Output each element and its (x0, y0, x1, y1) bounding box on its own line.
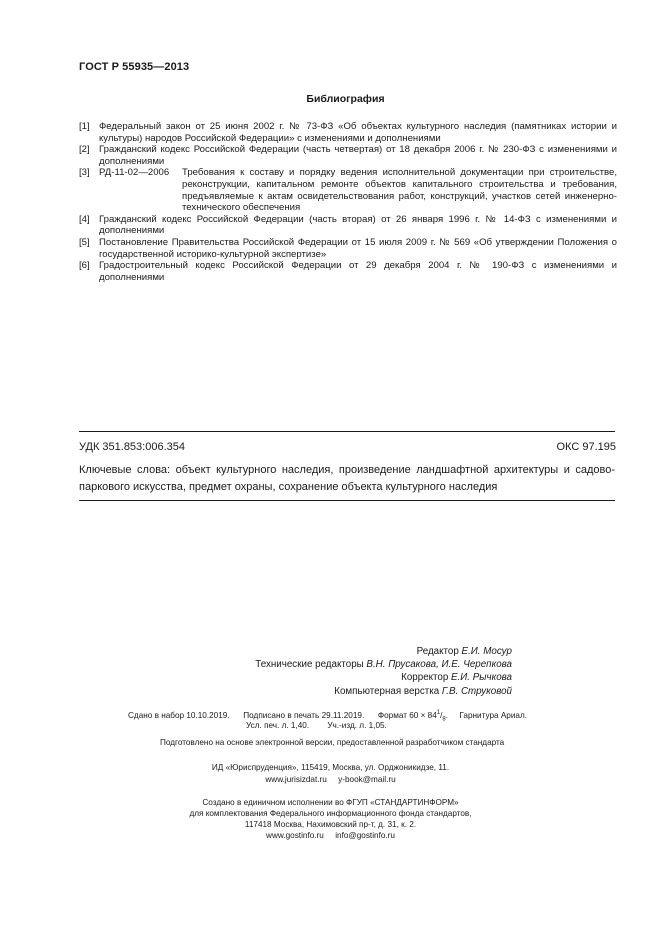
prepared-note: Подготовлено на основе электронной версии, предоставленной разработчиком стандарта (160, 738, 505, 747)
credit-line (150, 671, 512, 684)
credit-line (150, 645, 512, 658)
bibliography-item (79, 144, 617, 167)
bibliography-item-number: [1] (79, 121, 90, 132)
credit-role: Корректор (401, 672, 449, 684)
keywords-paragraph (79, 462, 615, 496)
print-sheets: Усл. печ. л. 1,40. (246, 721, 310, 730)
bibliography-item (79, 237, 617, 260)
bibliography-item (79, 214, 617, 237)
typeset-date: Сдано в набор 10.10.2019. (128, 711, 230, 720)
bibliography-item-number: [2] (79, 144, 90, 156)
bibliography-item-text: Гражданский кодекс Российской Федерации (часть четвертая) от 18 декабря 2006 г. № 230-ФЗ с изменениями и дополнениями (99, 144, 617, 167)
credit-name: В.Н. Прусакова, И.Е. Черепкова (366, 659, 512, 671)
publisher-email-link[interactable]: y-book@mail.ru (338, 774, 396, 784)
credit-role: Технические редакторы (255, 659, 364, 671)
bibliography-item (79, 260, 617, 283)
format: Формат 60 × 84 (377, 711, 437, 720)
credit-role: Компьютерная верстка (334, 685, 440, 697)
credit-line (150, 685, 512, 698)
producer-contacts (0, 830, 661, 841)
keywords-line: паркового искусства, предмет охраны, сохранение объекта культурного наследия (79, 481, 498, 493)
bibliography-item-text: Федеральный закон от 25 июня 2002 г. № 73-ФЗ «Об объектах культурного наследия (памятниках истории и культуры) народов Российской Федерации» с изменениями и дополнениями (99, 121, 617, 144)
bibliography-item-number: [3] (79, 167, 90, 179)
bibliography-item-text: Градостроительный кодекс Российской Федерации от 29 декабря 2004 г. № 190-ФЗ с изменениями и дополнениями (99, 260, 617, 283)
producer-line: для комплектования Федерального информационного фонда стандартов, (189, 809, 472, 818)
credit-name: Г.В. Струковой (441, 685, 512, 697)
bibliography-item-number: [6] (79, 260, 90, 272)
print-info-line: Сдано в набор 10.10.2019. Подписано в печать 29.11.2019. Формат $60 \times 84^1/_8$. Гарнитура Ариал. (128, 710, 528, 723)
keywords-line: Ключевые слова: объект культурного наследия, произведение ландшафтной архитектуры и садово- (79, 464, 615, 476)
format-fraction-denominator: 8 (442, 716, 446, 723)
format-fraction-numerator: 1 (436, 710, 441, 716)
bibliography-item (79, 167, 617, 213)
publisher-block (0, 762, 661, 785)
credit-name: Е.И. Рычкова (451, 672, 512, 684)
print-info-line (246, 720, 387, 732)
bibliography-title: Библиография (306, 93, 385, 105)
producer-email-link[interactable]: info@gostinfo.ru (335, 831, 395, 840)
publisher-contacts (0, 774, 661, 786)
publishing-sheets: Уч.-изд. л. 1,05. (327, 721, 387, 730)
credit-name: Е.И. Мосур (461, 646, 512, 657)
standard-number: ГОСТ Р 55935—2013 (79, 61, 190, 73)
oks-code: ОКС 97.195 (556, 441, 616, 453)
publisher-site-link[interactable]: www.jurisizdat.ru (265, 774, 327, 784)
producer-address: 117418 Москва, Нахимовский пр-т, д. 31, к. 2. (244, 820, 417, 829)
bibliography-item-number: [5] (79, 236, 90, 248)
signed-date: Подписано в печать 29.11.2019. (243, 711, 365, 720)
udk-code: УДК 351.853:006.354 (79, 441, 185, 453)
producer-block (0, 797, 661, 841)
bibliography-list (79, 121, 617, 283)
divider-bottom (79, 500, 615, 501)
bibliography-item-number: [4] (79, 213, 90, 225)
bibliography-item (79, 121, 617, 144)
bibliography-item-text: Гражданский кодекс Российской Федерации (часть вторая) от 26 января 1996 г. № 14-ФЗ с изменениями и дополнениями (99, 213, 617, 237)
bibliography-item-text: Постановление Правительства Российской Федерации от 15 июля 2009 г. № 569 «Об утверждении Положения о государственной историко-культурной экспертизе» (99, 236, 617, 260)
producer-line: Создано в единичном исполнении во ФГУП «СТАНДАРТИНФОРМ» (202, 798, 459, 807)
bibliography-item-code: РД-11-02—2006 (99, 167, 170, 179)
divider-top (79, 431, 615, 432)
credits-block (150, 645, 512, 698)
credit-line (150, 658, 512, 671)
credit-role: Редактор (416, 646, 459, 657)
producer-site-link[interactable]: www.gostinfo.ru (266, 831, 324, 840)
typeface: Гарнитура Ариал. (459, 711, 528, 720)
bibliography-item-text: Требования к составу и порядку ведения исполнительной документации при строительстве, реконструкции, капитальном ремонте объектов капитального строительства и требования, предъявляемые к актам освидетельствования работ, конструкций, участков сетей инженерно-технического обеспечения (182, 167, 617, 214)
publisher-address: ИД «Юриспруденция», 115419, Москва, ул. Орджоникидзе, 11. (211, 763, 450, 772)
